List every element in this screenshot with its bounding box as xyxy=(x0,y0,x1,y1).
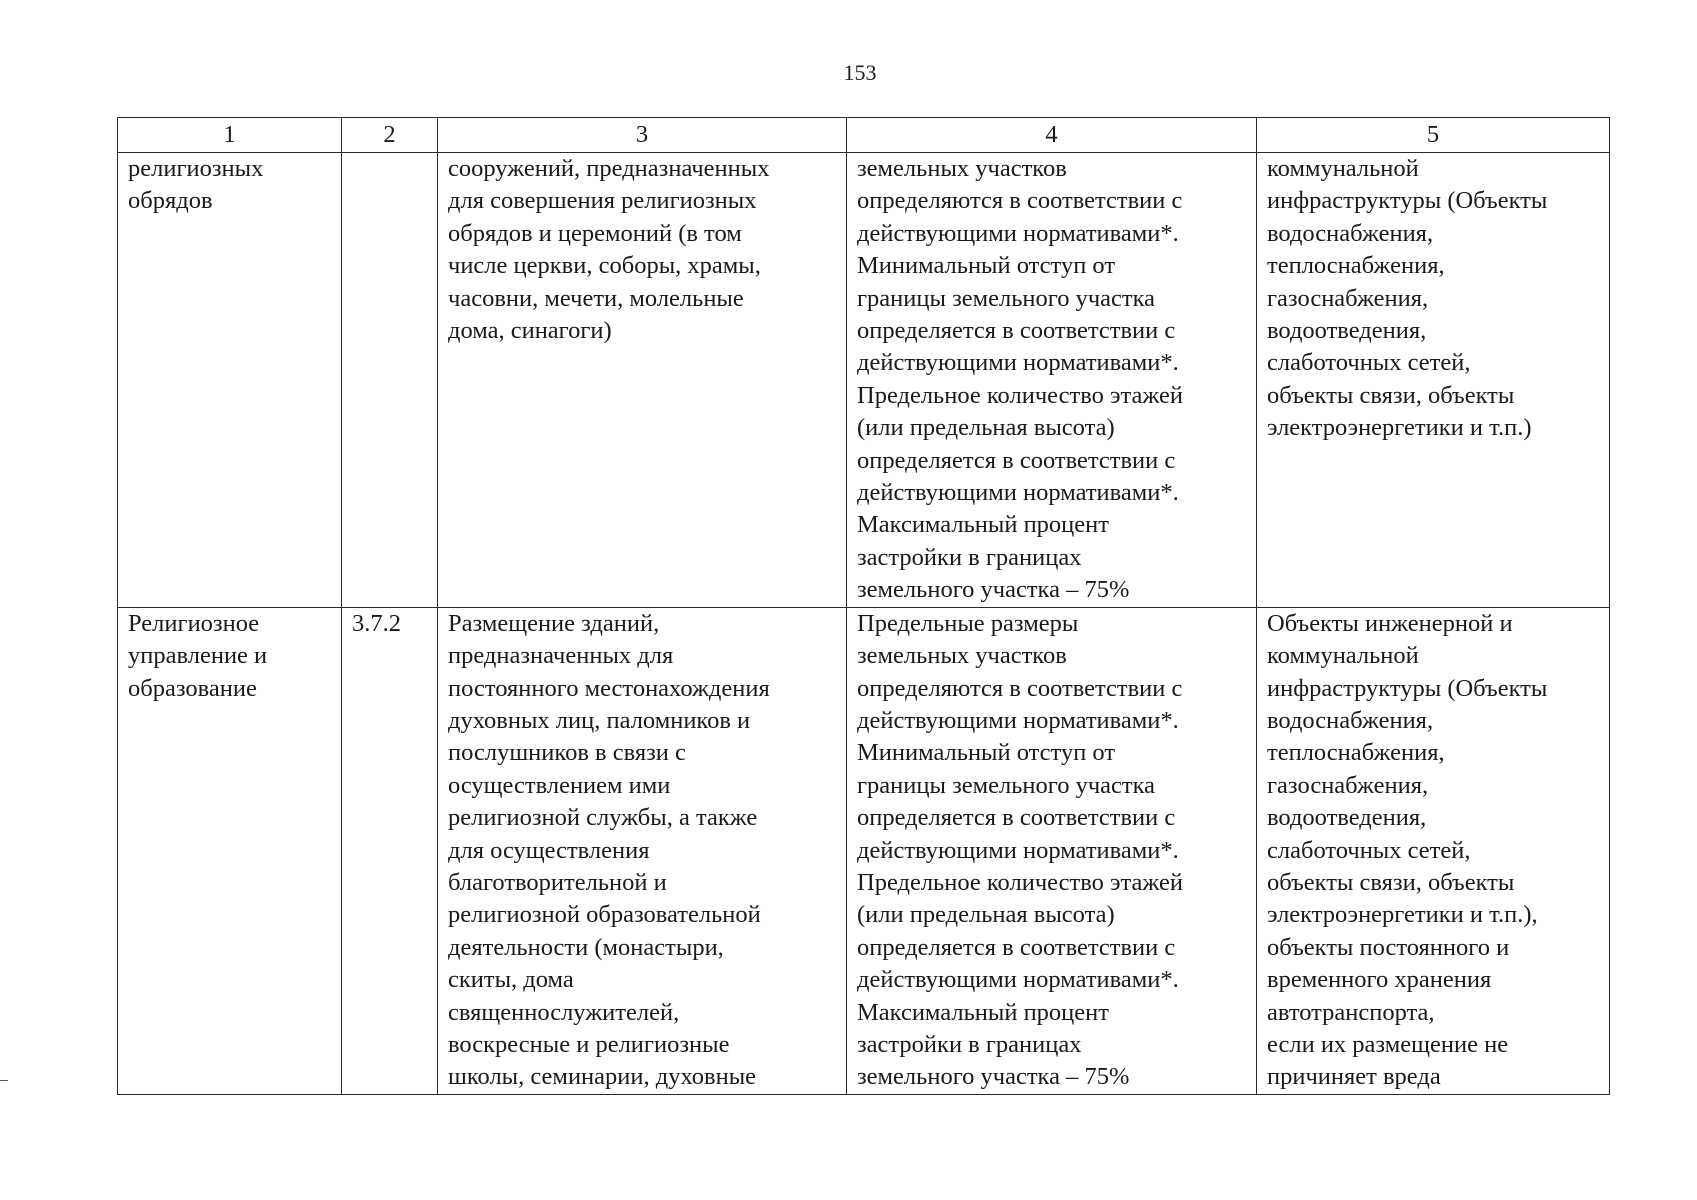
parameters-cell: Предельные размеры земельных участков определяются в соответствии с действующими нормативами*. Минимальный отступ от границы земельного участка определяется в соответствии с действующими нормативами*. Предельное количество этажей (или предельная высота) определяется в соответствии с действующими нормативами*. Максимальный процент застройки в границах земельного участка – 75% xyxy=(847,607,1257,1094)
use-type-cell: религиозных обрядов xyxy=(118,153,342,608)
code-cell xyxy=(342,153,438,608)
margin-mark xyxy=(0,1080,8,1081)
auxiliary-uses-cell: коммунальной инфраструктуры (Объекты водоснабжения, теплоснабжения, газоснабжения, водоотведения, слаботочных сетей, объекты связи, объекты электроэнергетики и т.п.) xyxy=(1257,153,1610,608)
parameters-cell: земельных участков определяются в соответствии с действующими нормативами*. Минимальный отступ от границы земельного участка определяется в соответствии с действующими нормативами*. Предельное количество этажей (или предельная высота) определяется в соответствии с действующими нормативами*. Максимальный процент застройки в границах земельного участка – 75% xyxy=(847,153,1257,608)
land-use-table xyxy=(117,117,1610,1095)
description-cell: сооружений, предназначенных для совершения религиозных обрядов и церемоний (в том числе церкви, соборы, храмы, часовни, мечети, молельные дома, синагоги) xyxy=(438,153,847,608)
code-cell: 3.7.2 xyxy=(342,607,438,1094)
column-header: 3 xyxy=(438,118,847,153)
column-header: 1 xyxy=(118,118,342,153)
description-cell: Размещение зданий, предназначенных для постоянного местонахождения духовных лиц, паломников и послушников в связи с осуществлением ими религиозной службы, а также для осуществления благотворительной и религиозной образовательной деятельности (монастыри, скиты, дома священнослужителей, воскресные и религиозные школы, семинарии, духовные xyxy=(438,607,847,1094)
table-row xyxy=(118,153,1610,608)
table-row xyxy=(118,607,1610,1094)
auxiliary-uses-cell: Объекты инженерной и коммунальной инфраструктуры (Объекты водоснабжения, теплоснабжения, газоснабжения, водоотведения, слаботочных сетей, объекты связи, объекты электроэнергетики и т.п.), объекты постоянного и временного хранения автотранспорта, если их размещение не причиняет вреда xyxy=(1257,607,1610,1094)
column-header: 2 xyxy=(342,118,438,153)
table-header-row xyxy=(118,118,1610,153)
page-number: 153 xyxy=(843,60,877,85)
column-header: 5 xyxy=(1257,118,1610,153)
use-type-cell: Религиозное управление и образование xyxy=(118,607,342,1094)
column-header: 4 xyxy=(847,118,1257,153)
